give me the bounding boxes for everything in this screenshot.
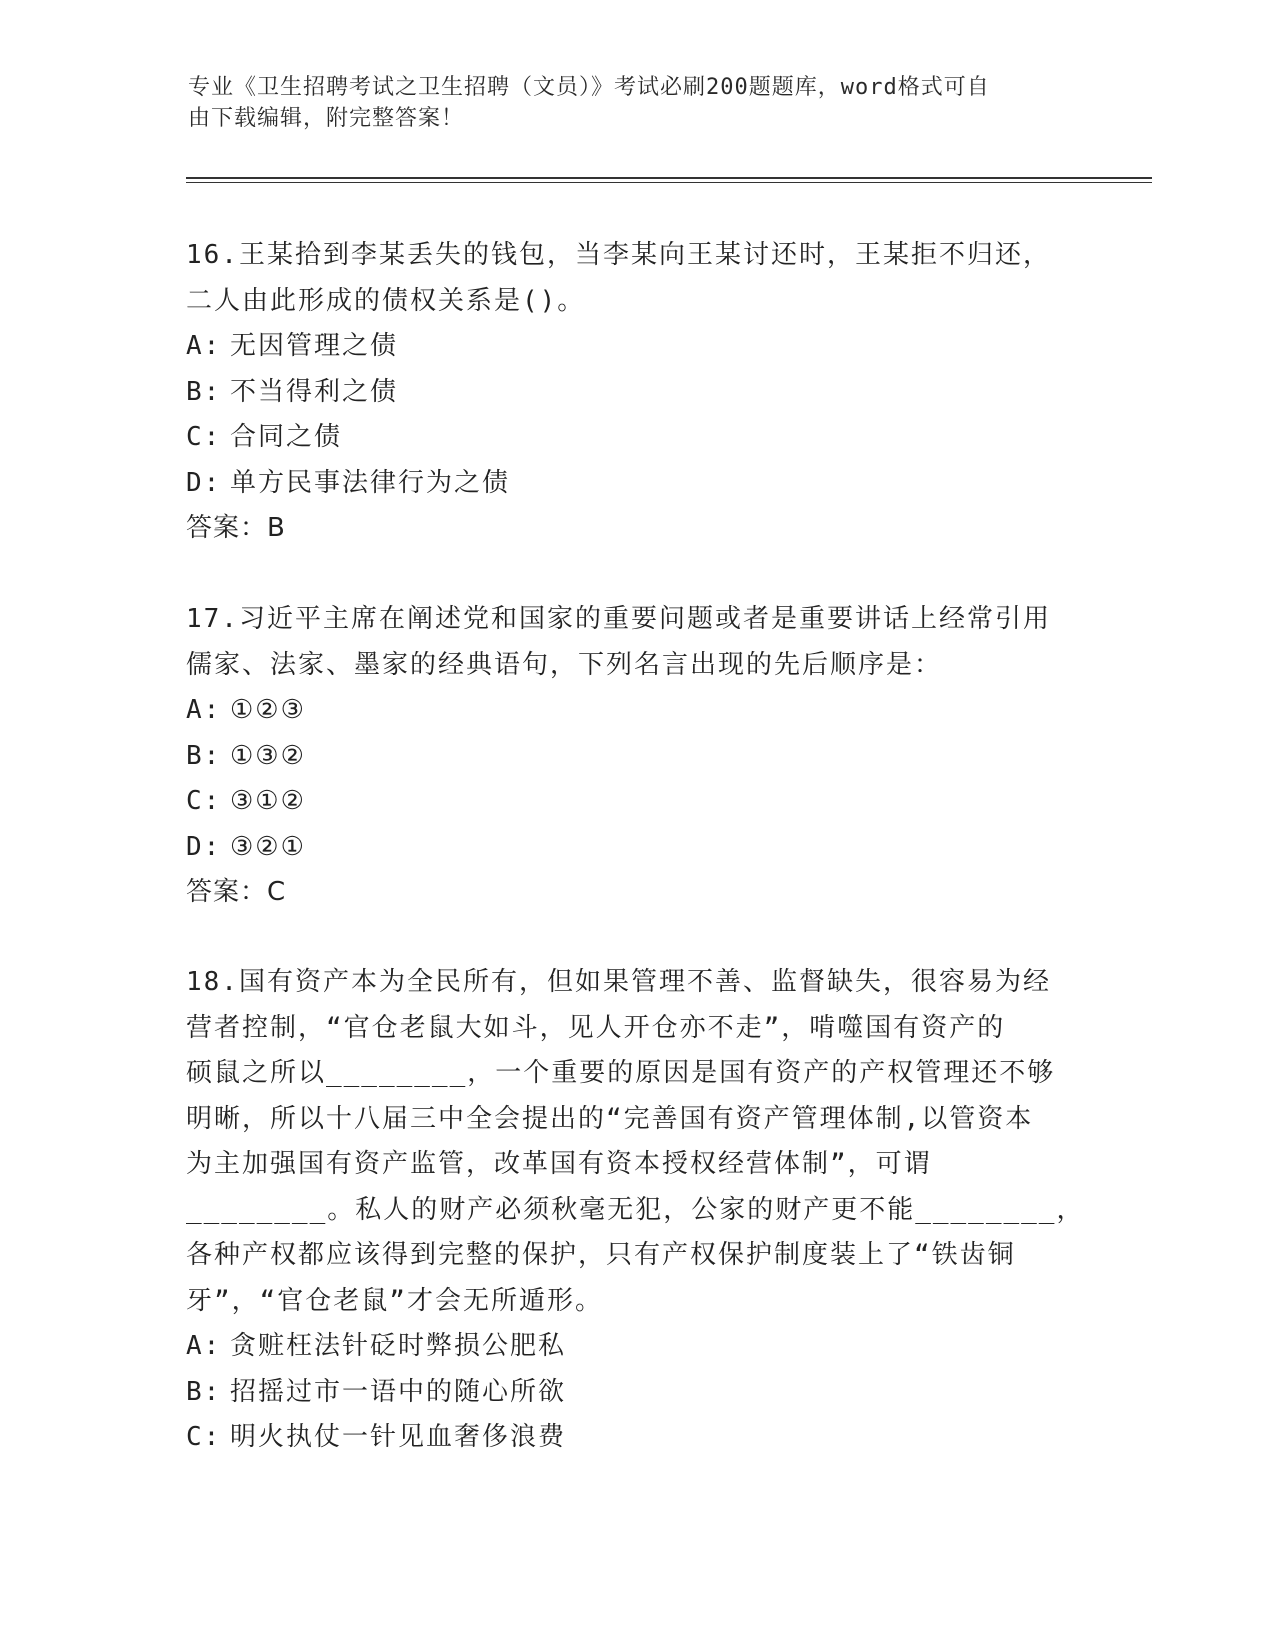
option-d [186,461,1086,507]
option-text: ③②① [230,831,306,862]
question-stem-line: 17.习近平主席在阐述党和国家的重要问题或者是重要讲话上经常引用 [186,604,1051,634]
option-a [186,324,1086,370]
question-16 [186,233,1086,552]
option-c [186,779,1086,825]
option-d [186,825,1086,871]
option-text: 招摇过市一语中的随心所欲 [230,1376,567,1407]
option-b [186,1370,1086,1416]
question-stem-line: 营者控制，“官仓老鼠大如斗，见人开仓亦不走”，啃噬国有资产的 [186,1012,1006,1043]
question-stem-line: 18.国有资产本为全民所有，但如果管理不善、监督缺失，很容易为经 [186,967,1051,997]
question-17 [186,597,1086,916]
question-stem-line: 各种产权都应该得到完整的保护，只有产权保护制度装上了“铁齿铜 [186,1240,1016,1270]
option-a [186,688,1086,734]
answer-line: 答案：B [186,513,286,543]
option-label: C: [186,786,222,816]
option-b [186,734,1086,780]
question-stem-line: 儒家、法家、墨家的经典语句，下列名言出现的先后顺序是： [186,649,943,680]
option-label: D: [186,831,222,862]
option-label: A: [186,331,222,361]
option-label: D: [186,467,222,498]
option-a [186,1324,1086,1370]
option-c [186,1415,1086,1461]
header-divider-thick [186,177,1152,179]
option-label: C: [186,1422,222,1452]
header-divider-thin [186,182,1152,183]
option-label: B: [186,740,222,771]
option-label: C: [186,422,222,452]
document-header [188,72,1068,134]
question-18 [186,960,1086,1461]
option-text: 贪赃枉法针砭时弊损公肥私 [230,1331,567,1361]
option-text: 合同之债 [230,422,343,452]
question-stem-line: ________。私人的财产必须秋毫无犯，公家的财产更不能________， [186,1194,1085,1225]
option-c [186,415,1086,461]
option-label: A: [186,695,222,725]
option-label: B: [186,376,222,407]
option-text: 单方民事法律行为之债 [230,467,511,498]
question-stem-line: 二人由此形成的债权关系是()。 [186,285,586,316]
option-text: 无因管理之债 [230,331,399,361]
answer-line: 答案：C [186,877,287,907]
option-text: ①②③ [230,695,306,725]
option-text: 明火执仗一针见血奢侈浪费 [230,1422,567,1452]
question-stem-line: 为主加强国有资产监管，改革国有资本授权经营体制”，可谓 [186,1149,932,1179]
header-line-2: 由下载编辑，附完整答案！ [188,106,465,131]
question-stem-line: 明晰，所以十八届三中全会提出的“完善国有资产管理体制,以管资本 [186,1103,1034,1134]
option-text: ③①② [230,786,306,816]
option-label: A: [186,1331,222,1361]
option-label: B: [186,1376,222,1407]
option-text: ①③② [230,740,306,771]
header-line-1: 专业《卫生招聘考试之卫生招聘（文员）》考试必刷200题题库，word格式可自 [188,75,990,100]
question-stem-line: 16.王某拾到李某丢失的钱包，当李某向王某讨还时，王某拒不归还， [186,240,1051,270]
question-stem-line: 牙”，“官仓老鼠”才会无所遁形。 [186,1285,603,1316]
option-text: 不当得利之债 [230,376,399,407]
question-stem-line: 硕鼠之所以________，一个重要的原因是国有资产的产权管理还不够 [186,1058,1056,1088]
option-b [186,370,1086,416]
